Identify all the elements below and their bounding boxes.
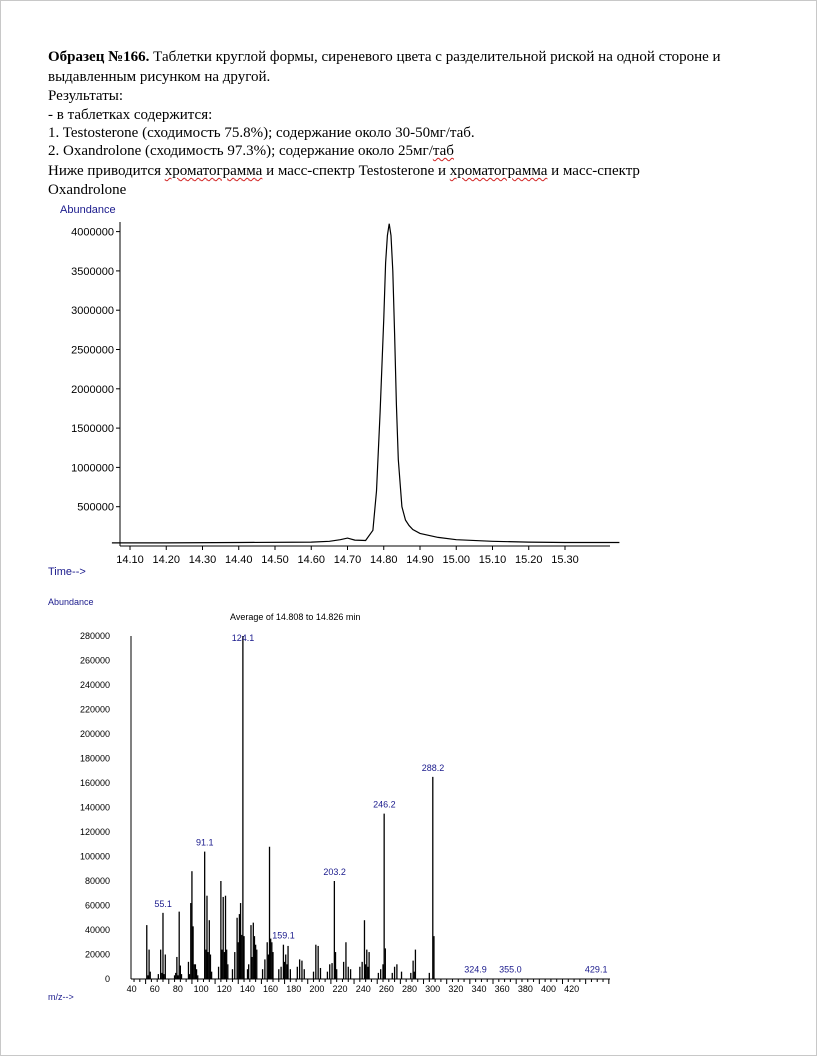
results-intro: - в таблетках содержится: — [48, 107, 213, 123]
y-tick-label: 2000000 — [71, 383, 114, 396]
peak-label: 91.1 — [196, 837, 214, 848]
x-tick-label: 15.00 — [442, 554, 471, 566]
peak-label: 203.2 — [323, 867, 346, 877]
y-tick-label: 200000 — [79, 729, 110, 739]
peak-label: 429.1 — [584, 964, 608, 975]
x-tick-label: 60 — [149, 984, 160, 994]
y-tick-label: 1500000 — [71, 423, 114, 436]
y-tick-label: 1000000 — [71, 462, 114, 475]
x-tick-label: 120 — [216, 984, 232, 994]
spectrum-ylabel: Abundance — [48, 597, 94, 607]
chromatogram-trace — [112, 224, 620, 543]
x-tick-label: 14.80 — [369, 554, 398, 566]
x-tick-label: 180 — [286, 984, 302, 994]
y-tick-label: 500000 — [77, 501, 114, 514]
y-tick-label: 140000 — [79, 802, 110, 813]
peak-label: 355.0 — [499, 964, 522, 975]
x-tick-label: 15.30 — [551, 554, 579, 566]
caption-part: хроматограмма — [164, 163, 263, 179]
y-tick-label: 240000 — [79, 680, 110, 690]
peak-label: 324.9 — [464, 964, 487, 975]
y-tick-label: 20000 — [84, 949, 110, 960]
chromatogram-ylabel: Abundance — [60, 204, 116, 216]
figures-caption-cont: Oxandrolone — [48, 182, 127, 198]
result-item-1: 1. Testosterone (сходимость 75.8%); содержание около 30-50мг/таб. — [48, 125, 475, 141]
x-tick-label: 14.90 — [406, 554, 434, 566]
y-tick-label: 180000 — [79, 753, 110, 764]
spectrum-xlabel: m/z--> — [48, 992, 74, 1002]
result-item-2-unit: таб — [432, 143, 454, 159]
peak-label: 246.2 — [373, 799, 396, 810]
x-tick-label: 220 — [332, 984, 348, 994]
y-tick-label: 220000 — [79, 704, 110, 715]
x-tick-label: 14.10 — [116, 554, 144, 566]
y-tick-label: 2500000 — [71, 344, 114, 357]
result-item-2-text: 2. Oxandrolone (сходимость 97.3%); содержание около 25мг/ — [48, 143, 433, 159]
sample-description: Таблетки круглой формы, сиреневого цвета с разделительной риской на одной стороне и — [149, 49, 721, 65]
x-tick-label: 14.30 — [188, 554, 217, 566]
caption-part: Ниже приводится — [48, 163, 165, 179]
caption-part: и масс-спектр — [547, 163, 640, 179]
x-tick-label: 340 — [471, 984, 487, 994]
y-tick-label: 3000000 — [71, 305, 114, 318]
x-tick-label: 14.50 — [261, 554, 289, 566]
x-tick-label: 380 — [517, 984, 533, 994]
spectrum-title: Average of 14.808 to 14.826 min — [230, 612, 361, 622]
y-tick-label: 260000 — [79, 655, 110, 666]
chromatogram-xlabel: Time--> — [48, 566, 86, 578]
x-tick-label: 14.70 — [333, 554, 362, 566]
x-tick-label: 14.20 — [152, 554, 181, 566]
x-tick-label: 40 — [126, 984, 137, 994]
y-tick-label: 100000 — [79, 851, 110, 862]
x-tick-label: 260 — [378, 984, 394, 994]
x-tick-label: 160 — [263, 984, 279, 994]
y-tick-label: 3500000 — [71, 265, 114, 278]
caption-part: и масс-спектр Testosterone и — [262, 163, 450, 179]
peak-label: 288.2 — [421, 762, 445, 773]
x-tick-label: 360 — [494, 984, 510, 994]
x-tick-label: 400 — [540, 984, 557, 994]
y-tick-label: 80000 — [84, 876, 110, 886]
y-tick-label: 280000 — [79, 631, 110, 641]
y-tick-label: 0 — [104, 974, 110, 984]
x-tick-label: 140 — [239, 984, 255, 994]
x-tick-label: 80 — [172, 984, 183, 994]
x-tick-label: 15.10 — [478, 554, 507, 566]
peak-label: 124.1 — [231, 633, 255, 643]
y-tick-label: 40000 — [84, 925, 110, 935]
y-tick-label: 4000000 — [71, 226, 114, 239]
sample-description-cont: выдавленным рисунком на другой. — [48, 69, 271, 85]
results-heading: Результаты: — [48, 88, 123, 104]
x-tick-label: 14.60 — [297, 554, 326, 566]
y-tick-label: 120000 — [79, 827, 110, 837]
x-tick-label: 200 — [309, 984, 325, 994]
x-tick-label: 14.40 — [224, 554, 253, 566]
y-tick-label: 160000 — [79, 778, 110, 788]
caption-part: хроматограмма — [449, 163, 548, 179]
x-tick-label: 420 — [564, 984, 580, 994]
x-tick-label: 320 — [448, 984, 464, 994]
sample-number: Образец №166. — [48, 49, 150, 65]
x-tick-label: 100 — [193, 984, 209, 994]
y-tick-label: 60000 — [84, 900, 110, 911]
x-tick-label: 300 — [425, 984, 441, 994]
x-tick-label: 15.20 — [514, 554, 543, 566]
peak-label: 159.1 — [272, 930, 295, 941]
peak-label: 55.1 — [154, 898, 172, 909]
x-tick-label: 240 — [355, 984, 371, 994]
x-tick-label: 280 — [402, 984, 418, 994]
